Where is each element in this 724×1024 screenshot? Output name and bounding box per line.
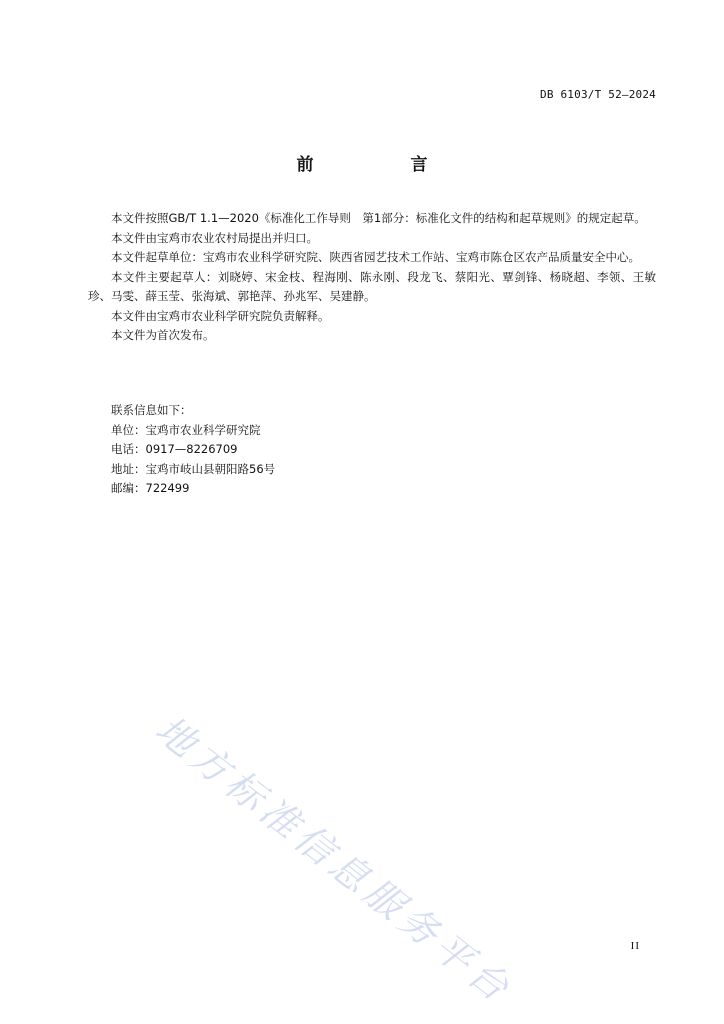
contact-unit: 单位：宝鸡市农业科学研究院 <box>111 422 261 437</box>
contact-phone: 电话：0917—8226709 <box>111 442 238 456</box>
contact-postcode: 邮编：722499 <box>111 481 190 495</box>
foreword-body <box>88 209 656 346</box>
page-number: II <box>630 940 640 952</box>
paragraph-drafting-basis: 本文件按照GB/T 1.1—2020《标准化工作导则 第1部分：标准化文件的结构和起草规则》的规定起草。 <box>111 211 646 225</box>
contact-heading: 联系信息如下： <box>111 403 192 417</box>
document-code: DB 6103/T 52—2024 <box>540 88 656 101</box>
paragraph-drafting-units: 本文件起草单位：宝鸡市农业科学研究院、陕西省园艺技术工作站、宝鸡市陈仓区农产品质量安全中心。 <box>111 250 640 264</box>
page-title: 前 言 <box>296 155 468 175</box>
contact-info <box>111 401 275 499</box>
paragraph-drafters: 本文件主要起草人：刘晓婷、宋金枝、程海刚、陈永刚、段龙飞、蔡阳光、覃剑锋、杨晓超、李领、王敏珍、马雯、薛玉莹、张海斌、郭艳萍、孙兆军、吴建静。 <box>88 269 656 303</box>
paragraph-interpretation: 本文件由宝鸡市农业科学研究院负责解释。 <box>111 308 330 323</box>
watermark: 地方标准信息服务平台 <box>147 707 522 1013</box>
paragraph-proposer: 本文件由宝鸡市农业农村局提出并归口。 <box>111 230 318 245</box>
contact-address: 地址：宝鸡市岐山县朝阳路56号 <box>111 461 276 476</box>
paragraph-first-release: 本文件为首次发布。 <box>111 328 215 342</box>
